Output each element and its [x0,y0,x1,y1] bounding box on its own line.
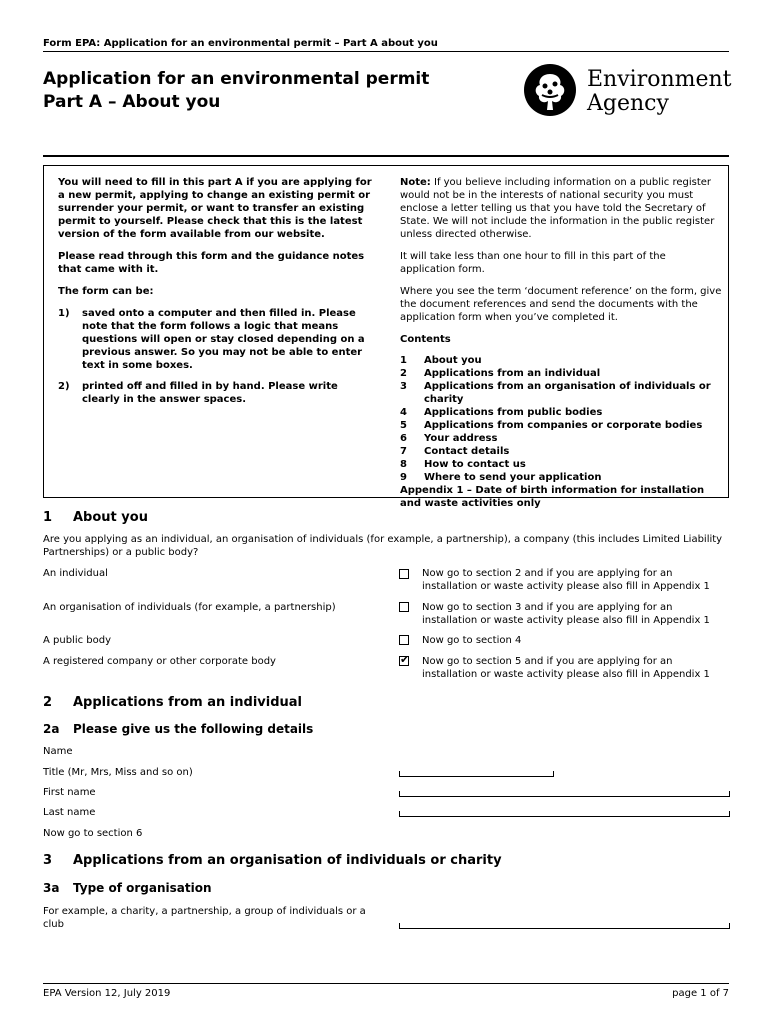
contents-item[interactable] [400,380,722,406]
contents-text: Applications from an individual [424,368,601,379]
contents-item[interactable] [400,367,722,380]
title-line-2: Part A – About you [43,92,221,112]
option-label-public-body: A public body [43,635,112,646]
option-label-company: A registered company or other corporate body [43,656,276,667]
doc-ref-paragraph: Where you see the term ‘document reference’ on the form, give the document references and send the documents with the application form when you’ve completed it. [400,286,722,323]
title-input[interactable] [399,771,554,777]
contents-item[interactable] [400,354,722,367]
list-item-number: 2) [58,381,70,392]
contents-item[interactable] [400,445,722,458]
section-2-heading [43,695,302,710]
contents-text: Contact details [424,446,510,457]
name-label: Name [43,746,73,757]
contents-item[interactable] [400,432,722,445]
title-field-label: Title (Mr, Mrs, Miss and so on) [43,767,193,778]
first-name-input[interactable] [399,791,730,797]
option-instruction: Now go to section 2 and if you are applying for an installation or waste activity please also fill in Appendix 1 [422,568,710,592]
subsection-number: 3a [43,881,60,895]
section-3a-heading [43,881,212,895]
checkbox-public-body[interactable] [399,635,409,645]
section-2a-heading [43,722,313,736]
contents-number: 5 [400,420,407,431]
section-title: Applications from an individual [73,695,302,710]
note-paragraph [400,176,722,241]
organisation-type-input[interactable] [399,923,730,929]
intro-paragraph-2: Please read through this form and the guidance notes that came with it. [58,251,365,275]
contents-number: 7 [400,446,407,457]
option-label-organisation: An organisation of individuals (for example, a partnership) [43,602,336,613]
page-title [43,68,429,114]
last-name-label: Last name [43,807,96,818]
header-divider [43,51,729,52]
section-3-heading [43,853,502,868]
checkbox-individual[interactable] [399,569,409,579]
list-item-text: printed off and filled in by hand. Please write clearly in the answer spaces. [82,381,338,405]
contents-number: 1 [400,355,407,366]
intro-box [43,165,729,509]
contents-text: Your address [424,433,498,444]
checkbox-organisation[interactable] [399,602,409,612]
section-1-heading [43,510,148,525]
note-text: If you believe including information on a public register would not be in the interests of national security you must enclose a letter telling us that you have told the Secretary of State. We will not include the information in the public register unless directed otherwise. [400,177,715,240]
subsection-title: Type of organisation [73,881,212,895]
section-number: 1 [43,510,53,525]
organisation-type-label: For example, a charity, a partnership, a group of individuals or a club [43,906,366,930]
list-item [58,307,376,372]
section-title: About you [73,510,148,525]
contents-heading: Contents [400,334,451,345]
subsection-number: 2a [43,722,60,736]
section-1-question: Are you applying as an individual, an organisation of individuals (for example, a partnership), a company (this includes Limited Liability Partnerships) or a public body? [43,534,723,558]
contents-appendix[interactable]: Appendix 1 – Date of birth information for installation and waste activities only [400,485,705,509]
contents-item[interactable] [400,471,722,484]
contents-number: 9 [400,472,407,483]
subsection-title: Please give us the following details [73,722,314,736]
contents-number: 3 [400,381,407,392]
option-label-individual: An individual [43,568,108,579]
last-name-input[interactable] [399,811,730,817]
contents-number: 4 [400,407,407,418]
contents-number: 8 [400,459,407,470]
intro-left-column [58,176,376,414]
logo-line-1: Environment [587,67,732,92]
list-item-number: 1) [58,308,70,319]
time-paragraph: It will take less than one hour to fill in this part of the application form. [400,251,666,275]
environment-agency-logo [522,62,734,122]
contents-text: Where to send your application [424,472,602,483]
list-item [58,380,376,406]
contents-item[interactable] [400,406,722,419]
contents-text: Applications from an organisation of individuals or charity [424,381,711,405]
list-item-text: saved onto a computer and then filled in. Please note that the form follows a logic that means questions will open or stay closed depending on a previous answer. So you may not be able to enter text in some boxes. [82,308,365,371]
contents-number: 6 [400,433,407,444]
intro-right-column [400,176,722,510]
contents-text: About you [424,355,482,366]
contents-list [400,354,722,510]
section-number: 3 [43,853,53,868]
contents-text: Applications from public bodies [424,407,603,418]
intro-paragraph-3: The form can be: [58,286,154,297]
footer-version: EPA Version 12, July 2019 [43,988,171,999]
footer-page-number: page 1 of 7 [672,988,729,999]
contents-text: Applications from companies or corporate bodies [424,420,703,431]
contents-item[interactable] [400,458,722,471]
contents-text: How to contact us [424,459,526,470]
option-instruction: Now go to section 3 and if you are applying for an installation or waste activity please also fill in Appendix 1 [422,602,710,626]
footer-divider [43,983,729,984]
option-instruction: Now go to section 5 and if you are applying for an installation or waste activity please also fill in Appendix 1 [422,656,710,680]
tree-emblem-icon [522,62,578,118]
first-name-label: First name [43,787,96,798]
note-label: Note: [400,177,431,188]
contents-number: 2 [400,368,407,379]
checkbox-company[interactable] [399,656,409,666]
logo-line-2: Agency [587,91,669,116]
intro-paragraph-1: You will need to fill in this part A if you are applying for a new permit, applying to change an existing permit or surrender your permit, or want to transfer an existing permit to yourself. Please check that this is the latest version of the form available from our website. [58,177,372,240]
form-header-label: Form EPA: Application for an environmental permit – Part A about you [43,38,438,49]
contents-item[interactable] [400,419,722,432]
section-title: Applications from an organisation of individuals or charity [73,853,502,868]
title-divider [43,155,729,157]
goto-section-6: Now go to section 6 [43,828,143,839]
option-instruction: Now go to section 4 [422,635,522,646]
section-number: 2 [43,695,53,710]
logo-text [587,68,732,116]
title-line-1: Application for an environmental permit [43,69,430,89]
